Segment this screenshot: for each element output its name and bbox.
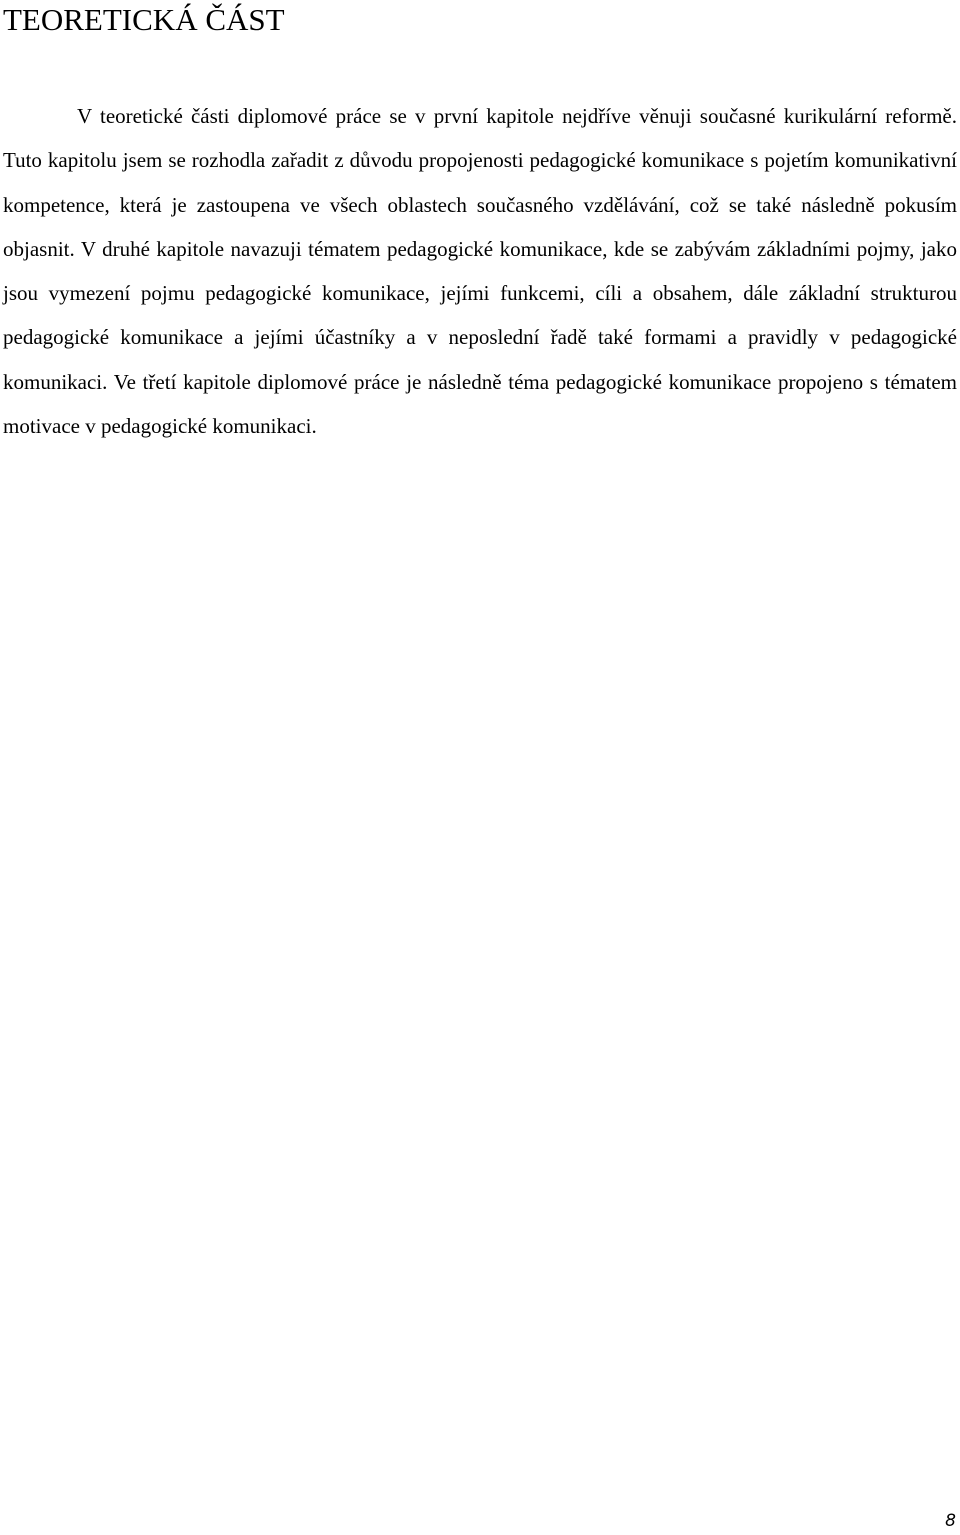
section-heading: TEORETICKÁ ČÁST [3,2,285,37]
body-paragraph: V teoretické části diplomové práce se v první kapitole nejdříve věnuji současné kurikulární reformě. Tuto kapitolu jsem se rozhodla zařadit z důvodu propojenosti pedagogické komunikace s pojetím komunikativní kompetence, která je zastoupena ve všech oblastech současného vzdělávání, což se také následně pokusím objasnit. V druhé kapitole navazuji tématem pedagogické komunikace, kde se zabývám základními pojmy, jako jsou vymezení pojmu pedagogické komunikace, jejími funkcemi, cíli a obsahem, dále základní strukturou pedagogické komunikace a jejími účastníky a v neposlední řadě také formami a pravidly v pedagogické komunikaci. Ve třetí kapitole diplomové práce je následně téma pedagogické komunikace propojeno s tématem motivace v pedagogické komunikaci. [3,104,957,439]
page-number: 8 [945,1511,956,1531]
